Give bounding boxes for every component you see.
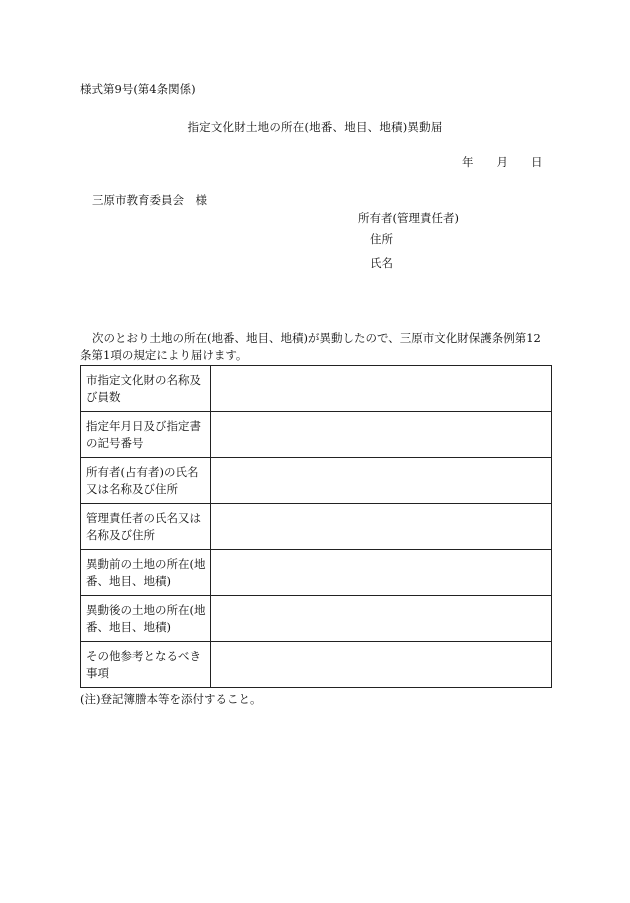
- name-label: 氏名: [370, 256, 393, 270]
- row-value-location-before[interactable]: [211, 550, 552, 596]
- body-text-line-1: 次のとおり土地の所在(地番、地目、地積)が異動したので、三原市文化財保護条例第12: [92, 331, 541, 345]
- table-row: [81, 596, 552, 642]
- table-row: [81, 550, 552, 596]
- table-row: [81, 458, 552, 504]
- date-month-label: 月: [496, 155, 508, 169]
- owner-label: 所有者(管理責任者): [358, 211, 459, 225]
- recipient: 三原市教育委員会 様: [92, 193, 207, 207]
- table-row: [81, 642, 552, 688]
- info-table: [80, 365, 552, 688]
- row-value-cultural-property[interactable]: [211, 366, 552, 412]
- body-text: [80, 330, 555, 364]
- row-value-manager[interactable]: [211, 504, 552, 550]
- address-label: 住所: [370, 232, 393, 246]
- footnote: (注)登記簿謄本等を添付すること。: [80, 692, 262, 706]
- row-value-location-after[interactable]: [211, 596, 552, 642]
- row-label-location-after: 異動後の土地の所在(地番、地目、地積): [81, 596, 211, 642]
- row-value-designation-date[interactable]: [211, 412, 552, 458]
- date-day-label: 日: [531, 155, 543, 169]
- row-value-owner[interactable]: [211, 458, 552, 504]
- body-text-line-2: 条第1項の規定により届けます。: [80, 348, 248, 362]
- date-year-label: 年: [462, 155, 474, 169]
- document-title: 指定文化財土地の所在(地番、地目、地積)異動届: [187, 120, 443, 134]
- row-value-other-remarks[interactable]: [211, 642, 552, 688]
- table-row: [81, 504, 552, 550]
- row-label-owner: 所有者(占有者)の氏名又は名称及び住所: [81, 458, 211, 504]
- date-line: [462, 155, 543, 169]
- table-row: [81, 412, 552, 458]
- row-label-other-remarks: その他参考となるべき事項: [81, 642, 211, 688]
- row-label-cultural-property: 市指定文化財の名称及び員数: [81, 366, 211, 412]
- row-label-location-before: 異動前の土地の所在(地番、地目、地積): [81, 550, 211, 596]
- row-label-manager: 管理責任者の氏名又は名称及び住所: [81, 504, 211, 550]
- row-label-designation-date: 指定年月日及び指定書の記号番号: [81, 412, 211, 458]
- form-number: 様式第9号(第4条関係): [80, 82, 196, 96]
- table-row: [81, 366, 552, 412]
